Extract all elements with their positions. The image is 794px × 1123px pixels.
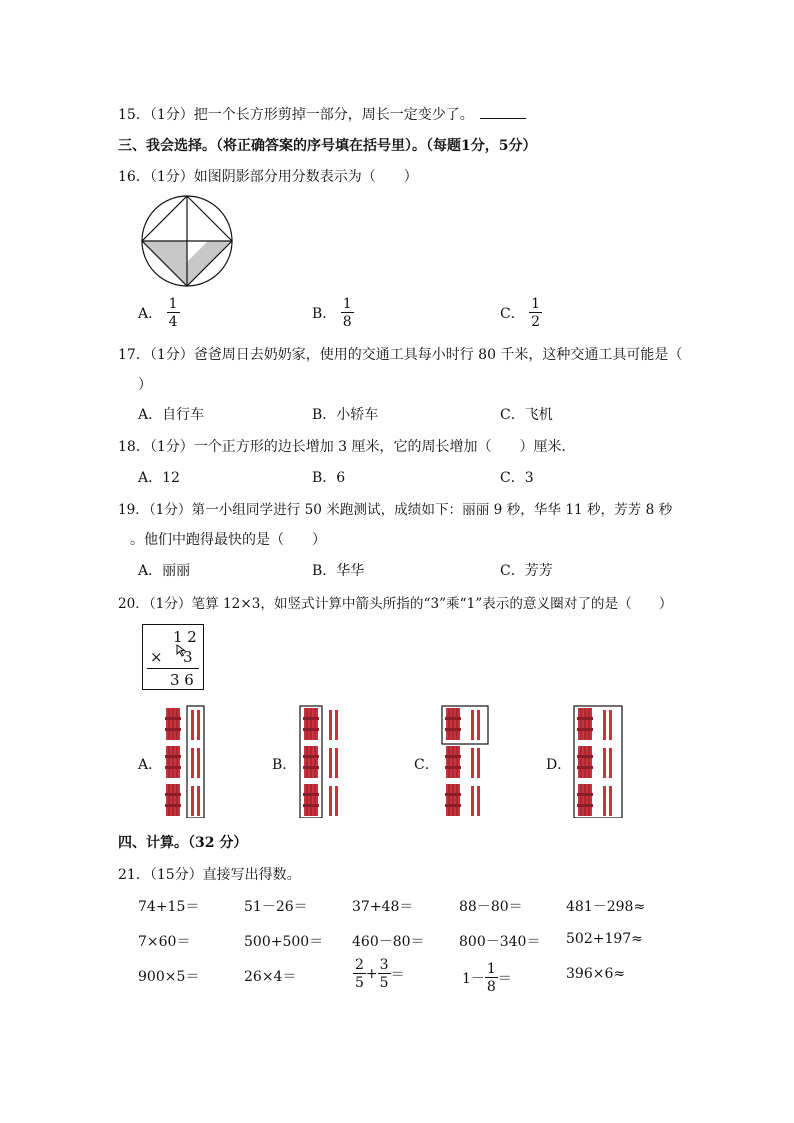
fraction: $\frac{1}{8}$ bbox=[342, 296, 352, 330]
q19-option-c[interactable]: C．芳芳 bbox=[500, 563, 553, 579]
q20-option-b-label[interactable]: B． bbox=[272, 757, 297, 773]
calc-item: 460－80＝ bbox=[352, 934, 425, 950]
vertical-multiplication bbox=[142, 624, 204, 690]
result-line bbox=[147, 668, 199, 669]
answer-blank[interactable] bbox=[480, 106, 526, 119]
question-21-text: 21．（15分）直接写出得数。 bbox=[118, 867, 301, 883]
calc-item: 37+48＝ bbox=[352, 899, 414, 915]
question-15-text: 15．（1分）把一个长方形剪掉一部分，周长一定变少了。 bbox=[118, 107, 474, 123]
fraction: $\frac{1}{2}$ bbox=[531, 296, 541, 330]
calc-item: 481－298≈ bbox=[566, 899, 646, 915]
q19-option-b[interactable]: B．华华 bbox=[312, 563, 365, 579]
q18-option-a[interactable]: A．12 bbox=[138, 470, 180, 486]
arrow-icon bbox=[176, 644, 188, 658]
q16-option-a[interactable]: A． $\frac{1}{4}$ bbox=[138, 296, 178, 330]
bundle-row-1 bbox=[165, 708, 200, 740]
q20-option-a-sticks-image bbox=[160, 704, 214, 818]
question-17-text-cont: ） bbox=[138, 377, 152, 393]
q16-option-c[interactable]: C． $\frac{1}{2}$ bbox=[500, 296, 541, 330]
question-19-text-cont: 。他们中跑得最快的是（ ） bbox=[130, 532, 326, 548]
question-18-text: 18．（1分）一个正方形的边长增加 3 厘米，它的周长增加（ ）厘米． bbox=[118, 439, 576, 455]
q18-option-c[interactable]: C．3 bbox=[500, 470, 534, 486]
fraction: $\frac{1}{4}$ bbox=[168, 296, 178, 330]
calc-item: 396×6≈ bbox=[566, 966, 626, 982]
calc-item-fraction-diff: 1－ $\frac{1}{8}$ ＝ bbox=[462, 961, 512, 995]
calc-item: 502+197≈ bbox=[566, 931, 643, 947]
fraction: $\frac{2}{5}$ bbox=[355, 957, 364, 991]
calc-item-fraction-sum: $\frac{2}{5}$ + $\frac{3}{5}$ ＝ bbox=[355, 957, 405, 991]
calc-item: 900×5＝ bbox=[138, 969, 200, 985]
q18-option-b[interactable]: B．6 bbox=[312, 470, 346, 486]
multiplicand: 1 2 bbox=[173, 628, 197, 646]
q20-option-b-sticks-image bbox=[298, 704, 352, 818]
fraction: $\frac{3}{5}$ bbox=[379, 957, 389, 991]
calc-item: 26×4＝ bbox=[244, 969, 297, 985]
bundle-row-3 bbox=[165, 784, 200, 816]
q19-option-a[interactable]: A．丽丽 bbox=[138, 563, 191, 579]
fraction: $\frac{1}{8}$ bbox=[486, 961, 496, 995]
question-15 bbox=[118, 104, 526, 124]
times-sign: × bbox=[150, 648, 163, 666]
question-17-text: 17．（1分）爸爸周日去奶奶家，使用的交通工具每小时行 80 千米，这种交通工具可能是（ bbox=[118, 347, 683, 363]
calc-item: 51－26＝ bbox=[244, 899, 308, 915]
q20-option-c-label[interactable]: C． bbox=[414, 757, 439, 773]
bundle-row-2 bbox=[165, 746, 200, 778]
section-4-title: 四、计算。（32 分） bbox=[118, 835, 248, 851]
question-19-text: 19．（1分）第一小组同学进行 50 米跑测试，成绩如下：丽丽 9 秒，华华 11 秒，芳芳 8 秒 bbox=[118, 502, 673, 518]
q20-option-c-sticks-image bbox=[440, 704, 494, 818]
q17-option-a[interactable]: A．自行车 bbox=[138, 407, 205, 423]
q20-option-d-label[interactable]: D． bbox=[546, 757, 572, 773]
product: 3 6 bbox=[170, 671, 194, 689]
q20-option-a-label[interactable]: A． bbox=[138, 757, 163, 773]
q16-option-b[interactable]: B． $\frac{1}{8}$ bbox=[312, 296, 352, 330]
q17-option-b[interactable]: B．小轿车 bbox=[312, 407, 379, 423]
question-20-text: 20．（1分）笔算 12×3，如竖式计算中箭头所指的“3”乘“1”表示的意义圈对了的是（ ） bbox=[118, 596, 673, 612]
q17-option-c[interactable]: C．飞机 bbox=[500, 407, 553, 423]
multiplier: 3 bbox=[183, 648, 193, 666]
section-3-title: 三、我会选择。（将正确答案的序号填在括号里）。（每题1分，5分） bbox=[118, 138, 537, 154]
calc-item: 500+500＝ bbox=[244, 934, 324, 950]
calc-item: 88－80＝ bbox=[459, 899, 523, 915]
calc-item: 7×60＝ bbox=[138, 934, 191, 950]
q20-option-d-sticks-image bbox=[572, 704, 626, 818]
circle-square-figure bbox=[140, 194, 234, 288]
question-16-text: 16．（1分）如图阴影部分用分数表示为（ ） bbox=[118, 169, 418, 185]
calc-item: 800－340＝ bbox=[459, 934, 541, 950]
calc-item: 74+15＝ bbox=[138, 899, 200, 915]
